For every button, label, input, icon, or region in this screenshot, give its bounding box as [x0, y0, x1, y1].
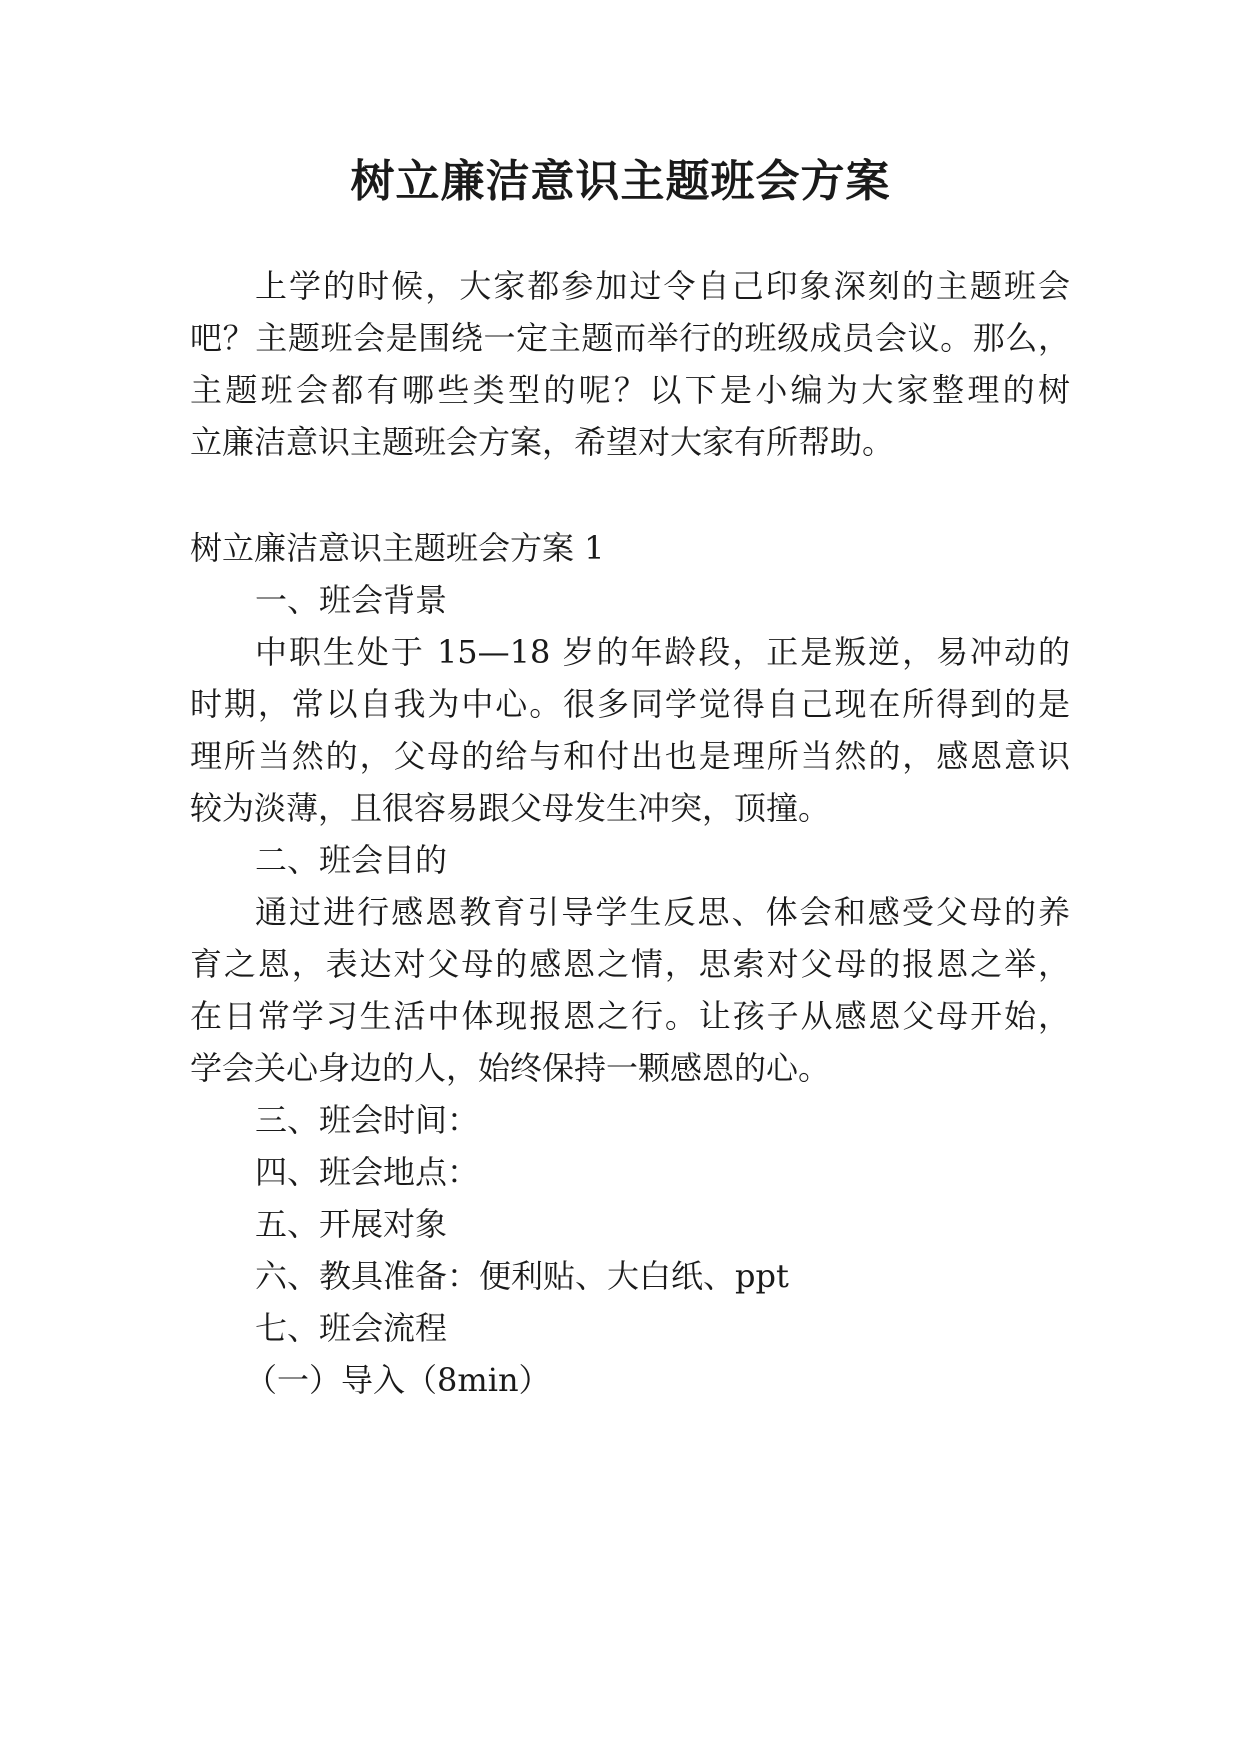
background-line-2: 时期，常以自我为中心。很多同学觉得自己现在所得到的是 [190, 685, 1070, 723]
item-heading-2: 二、班会目的 [255, 841, 448, 879]
purpose-line-3: 在日常学习生活中体现报恩之行。让孩子从感恩父母开始， [190, 997, 1070, 1035]
intro-line-4: 立廉洁意识主题班会方案，希望对大家有所帮助。 [190, 423, 895, 461]
item-heading-4: 四、班会地点： [255, 1153, 480, 1191]
document-title: 树立廉洁意识主题班会方案 [350, 156, 891, 207]
item-heading-5: 五、开展对象 [255, 1205, 448, 1243]
background-line-3: 理所当然的，父母的给与和付出也是理所当然的，感恩意识 [190, 737, 1070, 775]
item-heading-3: 三、班会时间： [255, 1101, 480, 1139]
purpose-line-4: 学会关心身边的人，始终保持一颗感恩的心。 [190, 1049, 831, 1087]
purpose-line-2: 育之恩，表达对父母的感恩之情，思索对父母的报恩之举， [190, 945, 1070, 983]
item-heading-7: 七、班会流程 [255, 1309, 448, 1347]
item-heading-6: 六、教具准备：便利贴、大白纸、ppt [255, 1257, 789, 1295]
intro-line-2: 吧？主题班会是围绕一定主题而举行的班级成员会议。那么， [190, 319, 1070, 357]
intro-line-3: 主题班会都有哪些类型的呢？以下是小编为大家整理的树 [190, 371, 1070, 409]
background-line-4: 较为淡薄，且很容易跟父母发生冲突，顶撞。 [190, 789, 831, 827]
background-line-1: 中职生处于 15—18 岁的年龄段，正是叛逆，易冲动的 [255, 633, 1070, 671]
purpose-line-1: 通过进行感恩教育引导学生反思、体会和感受父母的养 [255, 893, 1070, 931]
section-heading: 树立廉洁意识主题班会方案 1 [190, 529, 605, 567]
intro-line-1: 上学的时候，大家都参加过令自己印象深刻的主题班会 [255, 267, 1070, 305]
item-heading-1: 一、班会背景 [255, 581, 448, 619]
sub-item-heading-1: （一）导入（8min） [245, 1361, 551, 1399]
